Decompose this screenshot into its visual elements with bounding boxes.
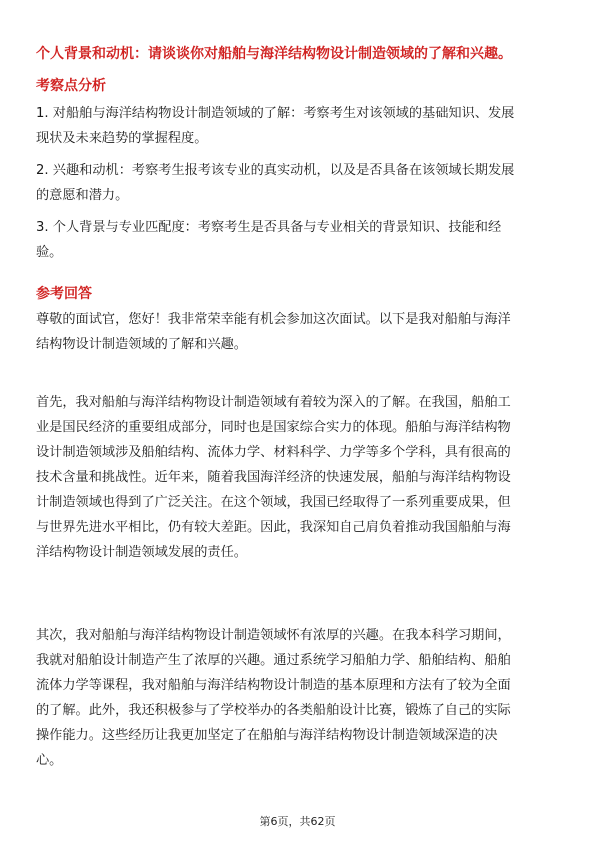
answer-line: 首先，我对船舶与海洋结构物设计制造领域有着较为深入的了解。在我国，船舶工	[36, 395, 511, 410]
answer-line: 尊敬的面试官，您好！我非常荣幸能有机会参加这次面试。以下是我对船舶与海洋	[36, 312, 511, 327]
analysis-line: 1. 对船舶与海洋结构物设计制造领域的了解：考察考生对该领域的基础知识、发展	[36, 106, 515, 121]
answer-line: 我就对船舶设计制造产生了浓厚的兴趣。通过系统学习船舶力学、船舶结构、船舶	[36, 653, 511, 668]
analysis-item-1	[36, 101, 556, 151]
answer-heading: 参考回答	[36, 286, 92, 302]
answer-heading-block	[36, 284, 556, 304]
answer-line: 操作能力。这些经历让我更加坚定了在船舶与海洋结构物设计制造领域深造的决	[36, 728, 498, 743]
answer-line: 的了解。此外，我还积极参与了学校举办的各类船舶设计比赛，锻炼了自己的实际	[36, 703, 511, 718]
answer-paragraph-2	[36, 390, 556, 565]
answer-line: 技术含量和挑战性。近年来，随着我国海洋经济的快速发展，船舶与海洋结构物设	[36, 470, 511, 485]
analysis-heading-block	[36, 76, 556, 96]
analysis-line: 现状及未来趋势的掌握程度。	[36, 131, 208, 146]
answer-paragraph-3	[36, 623, 556, 773]
answer-line: 其次，我对船舶与海洋结构物设计制造领域怀有浓厚的兴趣。在我本科学习期间，	[36, 628, 511, 643]
analysis-line: 2. 兴趣和动机：考察考生报考该专业的真实动机，以及是否具备在该领域长期发展	[36, 163, 515, 178]
answer-line: 结构物设计制造领域的了解和兴趣。	[36, 337, 247, 352]
answer-line: 设计制造领域涉及船舶结构、流体力学、材料科学、力学等多个学科，具有很高的	[36, 445, 511, 460]
answer-line: 业是国民经济的重要组成部分，同时也是国家综合实力的体现。船舶与海洋结构物	[36, 420, 511, 435]
answer-line: 与世界先进水平相比，仍有较大差距。因此，我深知自己肩负着推动我国船舶与海	[36, 520, 511, 535]
analysis-line: 的意愿和潜力。	[36, 188, 129, 203]
analysis-line: 3. 个人背景与专业匹配度：考察考生是否具备与专业相关的背景知识、技能和经	[36, 220, 502, 235]
question-title: 个人背景和动机：请谈谈你对船舶与海洋结构物设计制造领域的了解和兴趣。	[36, 46, 512, 62]
analysis-heading: 考察点分析	[36, 78, 106, 94]
answer-line: 流体力学等课程，我对船舶与海洋结构物设计制造的基本原理和方法有了较为全面	[36, 678, 511, 693]
analysis-line: 验。	[36, 245, 63, 260]
question-title-block	[36, 44, 556, 64]
answer-paragraph-1	[36, 307, 556, 357]
analysis-item-2	[36, 158, 556, 208]
answer-line: 洋结构物设计制造领域发展的责任。	[36, 545, 247, 560]
answer-line: 心。	[36, 753, 63, 768]
analysis-item-3	[36, 215, 556, 265]
page-number-footer: 第6页，共62页	[259, 815, 336, 828]
answer-line: 计制造领域也得到了广泛关注。在这个领域，我国已经取得了一系列重要成果，但	[36, 495, 511, 510]
